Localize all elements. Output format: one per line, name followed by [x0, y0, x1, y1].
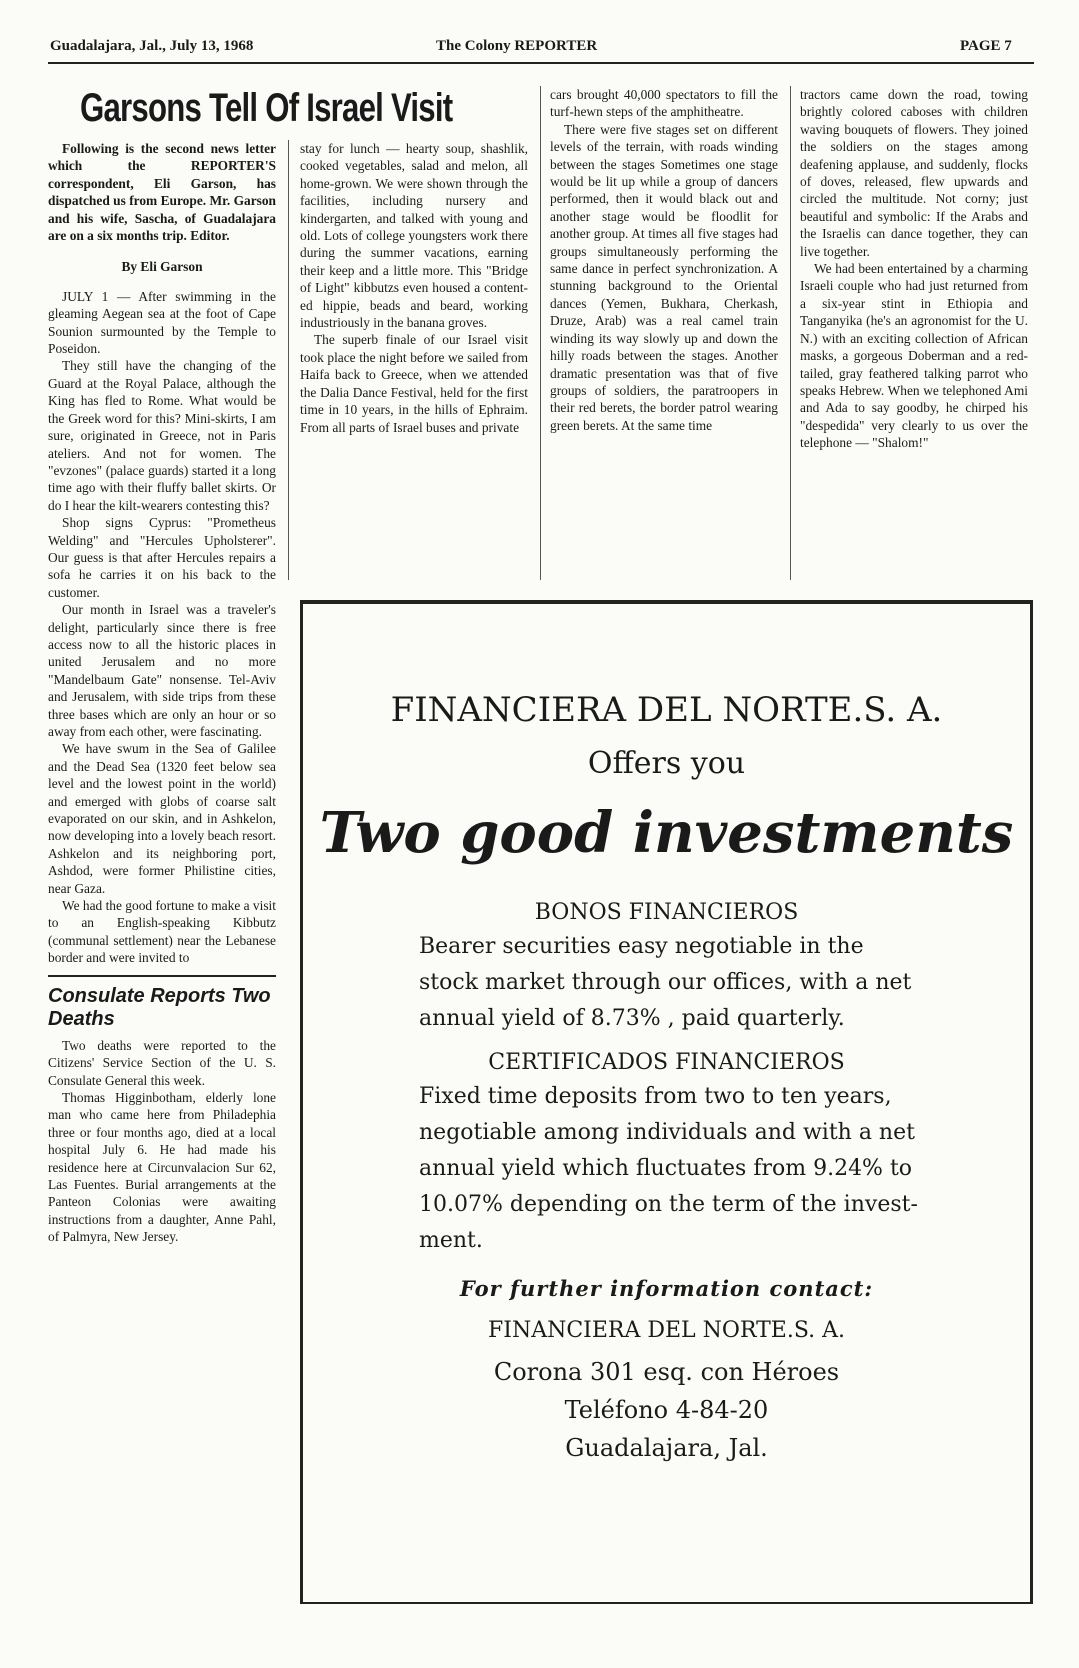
article-paragraph: We had the good fortune to make a visit to an English-speaking Kibbutz (communal settlement) near the Lebanese border and were invited to [48, 898, 276, 966]
header-rule [48, 62, 1034, 64]
column-rule [790, 86, 791, 580]
ad-bonos-title: BONOS FINANCIEROS [534, 900, 799, 925]
article-paragraph: The superb finale of our Israel visit took place the night before we sailed from Haifa back to Greece, when we attended the Dalia Dance Festival, held for the first time in 10 years, in the hills of Ephraim. From all parts of Israel buses and private [300, 332, 528, 435]
article-paragraph: Shop signs Cyprus: "Prometheus Welding" and "Hercules Upholsterer". Our guess is that after Hercules repairs a sofa he carries it on his back to the customer. [48, 515, 276, 600]
ad-cert-line: annual yield which fluctuates from 9.24% to [419, 1156, 913, 1181]
article-intro: Following is the second news letter which the REPORTER'S correspondent, Eli Garson, has dispatched us from Europe. Mr. Garson and his wife, Sascha, of Guadalajara are on a six months trip. Editor. [48, 141, 276, 244]
ad-cert-line: 10.07% depending on the term of the invest- [419, 1192, 918, 1217]
article-byline: By Eli Garson [121, 259, 203, 275]
column-3 [550, 86, 778, 434]
article-paragraph: JULY 1 — After swimming in the gleaming Aegean sea at the foot of Cape Sounion surmounted by the Temple to Poseidon. [48, 288, 276, 357]
ad-bonos-line: Bearer securities easy negotiable in the [419, 934, 864, 959]
ad-cert-line: ment. [419, 1228, 483, 1253]
ad-cert-title: CERTIFICADOS FINANCIEROS [488, 1050, 845, 1075]
page-header [48, 38, 1038, 62]
column-1 [48, 140, 276, 1246]
article-paragraph: stay for lunch — hearty soup, shashlik, cooked vegetables, salad and melon, all home-grown. We were shown through the facilities, including nursery and kindergarten, and talked with young and old. Lots of college youngsters work there during the summer vacations, earning their keep and a little more. This "Bridge of Light" kibbutzs even housed a content-ed hippie, beads and beard, working industriously in the banana groves. [300, 141, 528, 331]
article-paragraph: We had been entertained by a charming Israeli couple who had just returned from a six-year stint in Ethiopia and Tanganyika (he's an agronomist for the U. N.) with an exciting collection of African masks, a gorgeous Doberman and a red-tailed, gray feathered talking parrot who speaks Hebrew. When we telephoned Ami and Ada to say goodby, he chirped his "despedida" very clearly to us over the telephone — "Shalom!" [800, 261, 1028, 451]
article-paragraph: Our month in Israel was a traveler's delight, particularly since there is free access now to all the historic places in united Jerusalem and no more "Mandelbaum Gate" nonsense. Tel-Aviv and Jerusalem, with side trips from these three bases which are only an hour or so away from each other, were fascinating. [48, 602, 276, 739]
ad-contact-company: FINANCIERA DEL NORTE.S. A. [487, 1318, 846, 1343]
article-paragraph: They still have the changing of the Guard at the Royal Palace, although the King has fled to Rome. What would be the Greek word for this? Mini-skirts, I am sure, originated in Greece, not in Paris ateliers. And not for women. The "evzones" (palace guards) started it a long time ago with their fluffy ballet skirts. Or do I hear the kilt-wearers contesting this? [48, 358, 276, 513]
consulate-headline: Consulate Reports Two Deaths [48, 984, 271, 1030]
ad-bonos-line: stock market through our offices, with a net [419, 970, 912, 995]
ad-offers: Offers you [587, 746, 746, 781]
ad-bonos-line: annual yield of 8.73% , paid quarterly. [419, 1006, 845, 1031]
ad-contact-label: For further information contact: [459, 1276, 874, 1301]
ad-company: FINANCIERA DEL NORTE.S. A. [390, 690, 943, 730]
article-paragraph: tractors came down the road, towing brightly colored caboses with children waving bouquets of flowers. They joined the soldiers on the stages among deafening applause, and suddenly, flocks of doves, released, flew upwards and circled the multitude. Not corny; just beautiful and symbolic: If the Arabs and the Israelis can dance together, they can live together. [800, 87, 1028, 259]
advertisement [300, 604, 1033, 1604]
consulate-paragraph: Two deaths were reported to the Citizens' Service Section of the U. S. Consulate General this week. [48, 1037, 276, 1088]
ad-phone: Teléfono 4-84-20 [564, 1396, 769, 1424]
article-headline: Garsons Tell Of Israel Visit [80, 86, 453, 130]
column-2 [300, 140, 528, 436]
ad-cert-line: Fixed time deposits from two to ten years, [419, 1084, 892, 1109]
ad-slogan: Two good investments [319, 800, 1014, 866]
dateline: Guadalajara, Jal., July 13, 1968 [50, 38, 254, 54]
consulate-paragraph: Thomas Higginbotham, elderly lone man who came here from Philadephia three or four months ago, died at a local hospital July 6. He had made his residence here at Circunvalacion Sur 62, Las Fuentes. Burial arrangements at the Panteon Colonias were awaiting instructions from a daughter, Anne Pahl, of Palmyra, New Jersey. [48, 1089, 276, 1245]
article-paragraph: We have swum in the Sea of Galilee and the Dead Sea (1320 feet below sea level and the lowest point in the world) and emerged with globs of coarse salt evaporated on our skin, and in Ashkelon, now developing into a lovely beach resort. Ashkelon and its neighboring port, Ashdod, were former Philistine cities, near Gaza. [48, 741, 276, 896]
section-rule [48, 975, 276, 977]
article-paragraph: There were five stages set on different levels of the terrain, with roads winding between the stages Sometimes one stage would be lit up while a group of dancers performed, then it would black out and another stage would be floodlit for another group. At times all five stages had groups simultaneously performing the same dance in perfect synchronization. A stunning background to the Oriental dances (Yemen, Bukhara, Cherkash, Druze, Arab) was a real camel train winding its way slowly up and down the hilly roads between the stages. Another dramatic presentation was that of five groups of soldiers, the paratroopers in their red berets, the border patrol wearing green berets. At the same time [550, 121, 778, 433]
column-4 [800, 86, 1028, 452]
ad-cert-line: negotiable among individuals and with a net [419, 1120, 915, 1145]
ad-address: Corona 301 esq. con Héroes [493, 1358, 840, 1386]
ad-city: Guadalajara, Jal. [565, 1434, 768, 1462]
newspaper-name: The Colony REPORTER [436, 38, 598, 54]
column-rule [288, 140, 289, 580]
page-number: PAGE 7 [960, 38, 1012, 54]
article-paragraph: cars brought 40,000 spectators to fill the turf-hewn steps of the amphitheatre. [550, 87, 778, 120]
column-rule [540, 86, 541, 580]
